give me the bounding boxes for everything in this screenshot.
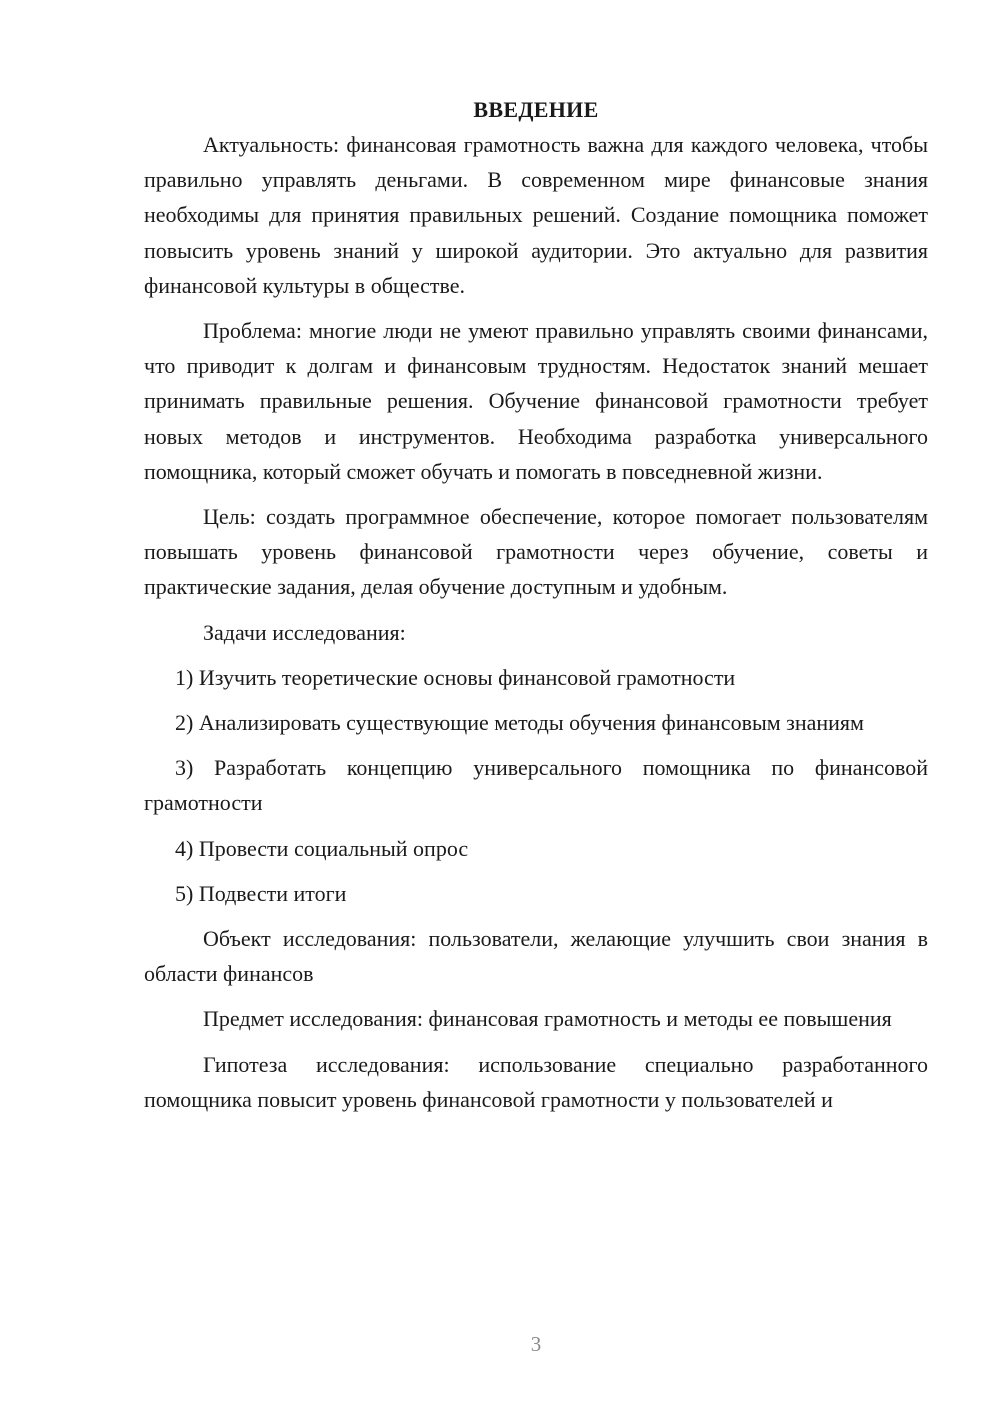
tasks-heading: Задачи исследования:: [203, 619, 406, 645]
paragraph-relevance: Актуальность: финансовая грамотность важна для каждого человека, чтобы правильно управлять деньгами. В современном мире финансовые знания необходимы для принятия правильных решений. Создание помощника поможет повысить уровень знаний у широкой аудитории. Это актуально для развития финансовой культуры в обществе.: [144, 132, 928, 298]
document-page: [144, 92, 928, 1127]
task-item: 4) Провести социальный опрос: [175, 835, 469, 861]
task-item: 5) Подвести итоги: [175, 880, 347, 906]
task-item: 1) Изучить теоретические основы финансовой грамотности: [175, 664, 736, 690]
paragraph-object: Объект исследования: пользователи, желающие улучшить свои знания в области финансов: [144, 926, 928, 987]
task-item: 2) Анализировать существующие методы обучения финансовым знаниям: [175, 710, 864, 736]
paragraph-problem: Проблема: многие люди не умеют правильно управлять своими финансами, что приводит к долгам и финансовым трудностям. Недостаток знаний мешает принимать правильные решения. Обучение финансовой грамотности требует новых методов и инструментов. Необходима разработка универсального помощника, который сможет обучать и помогать в повседневной жизни.: [144, 318, 928, 484]
paragraph-hypothesis: Гипотеза исследования: использование специально разработанного помощника повысит уровень финансовой грамотности у пользователей и: [144, 1051, 928, 1112]
page-number: 3: [530, 1332, 542, 1356]
task-item: 3) Разработать концепцию универсального помощника по финансовой грамотности: [144, 755, 928, 816]
paragraph-subject: Предмет исследования: финансовая грамотность и методы ее повышения: [203, 1006, 892, 1032]
section-heading: ВВЕДЕНИЕ: [473, 97, 599, 122]
paragraph-goal: Цель: создать программное обеспечение, которое помогает пользователям повышать уровень финансовой грамотности через обучение, советы и практические задания, делая обучение доступным и удобным.: [144, 504, 928, 600]
